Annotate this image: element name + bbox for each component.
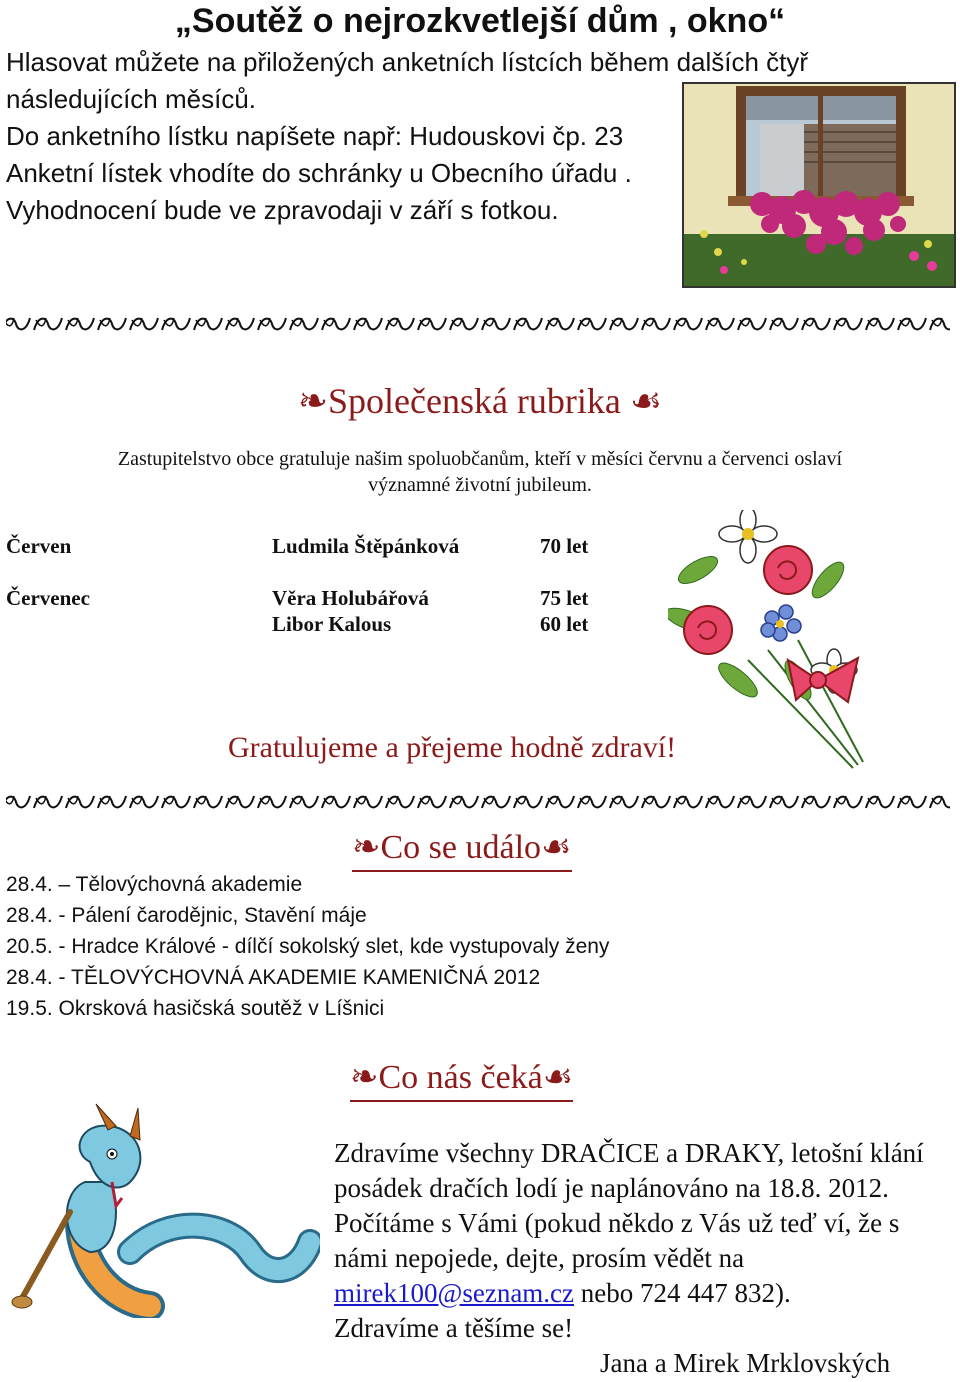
events-list [6,869,609,1024]
event-item: 28.4. – Tělovýchovná akademie [6,873,303,896]
event-item: 28.4. - TĚLOVÝCHOVNÁ AKADEMIE KAMENIČNÁ 2012 [6,966,541,989]
future-announcement [334,1136,954,1346]
congrats-text: Gratulujeme a přejeme hodně zdraví! [228,731,677,764]
jubilee-age: 75 let [540,586,589,610]
jubilee-name: Libor Kalous [272,612,392,636]
jubilee-age: 60 let [540,612,589,636]
future-title-text: Co nás čeká [378,1059,543,1096]
contest-line: Hlasovat můžete na přiložených anketních lístcích během dalších čtyř [6,47,809,77]
contest-line: Vyhodnocení bude ve zpravodaji v září s fotkou. [6,195,559,225]
events-title [352,826,572,872]
signature: Jana a Mirek Mrklovských [600,1348,891,1378]
jubilee-month: Červenec [6,586,90,610]
contest-description [6,44,809,229]
leaf-ornament-icon: ☙ [542,1059,574,1096]
flower-bouquet-illustration [668,510,888,780]
social-intro [20,446,940,498]
ornament-divider [0,790,960,814]
window-flowers-photo [682,82,956,288]
contest-line: Do anketního lístku napíšete např: Hudouskovi čp. 23 [6,121,624,151]
future-closing: Zdravíme a těšíme se! [334,1313,574,1343]
jubilee-age: 70 let [540,534,589,558]
event-item: 28.4. - Pálení čarodějnic, Stavění máje [6,904,367,927]
social-title-text: Společenská rubrika [327,381,621,421]
leaf-ornament-icon: ☙ [620,381,663,421]
leaf-ornament-icon: ❧ [297,381,328,421]
jubilee-name: Věra Holubářová [272,586,429,610]
dragon-illustration [0,1102,320,1318]
social-title [0,378,960,424]
event-item: 20.5. - Hradce Králové - dílčí sokolský slet, kde vystupovaly ženy [6,935,610,958]
leaf-ornament-icon: ❧ [352,829,381,866]
future-text-before: Zdravíme všechny DRAČICE a DRAKY, letošní klání posádek dračích lodí je naplánováno na 18.8. 2012. Počítáme s Vámi (pokud někdo z Vás už teď ví, že s námi nepojede, dejte, prosím vědět na [334,1138,924,1273]
jubilee-name: Ludmila Štěpánková [272,534,460,558]
ornament-divider [0,312,960,336]
contest-line: následujících měsíců. [6,84,257,114]
social-intro-line: významné životní jubileum. [368,474,592,496]
future-title [350,1056,573,1102]
email-link[interactable]: mirek100@seznam.cz [334,1278,575,1308]
future-text-after: nebo 724 447 832). [574,1278,791,1308]
contest-line: Anketní lístek vhodíte do schránky u Obecního úřadu . [6,158,632,188]
event-item: 19.5. Okrsková hasičská soutěž v Líšnici [6,997,385,1020]
jubilee-month: Červen [6,534,72,558]
leaf-ornament-icon: ☙ [541,829,572,866]
contest-title: „Soutěž o nejrozkvetlejší dům , okno“ [174,2,786,40]
social-intro-line: Zastupitelstvo obce gratuluje našim spoluobčanům, kteří v měsíci červnu a červenci oslaví [117,448,843,470]
leaf-ornament-icon: ❧ [350,1059,379,1096]
events-title-text: Co se událo [380,829,542,866]
